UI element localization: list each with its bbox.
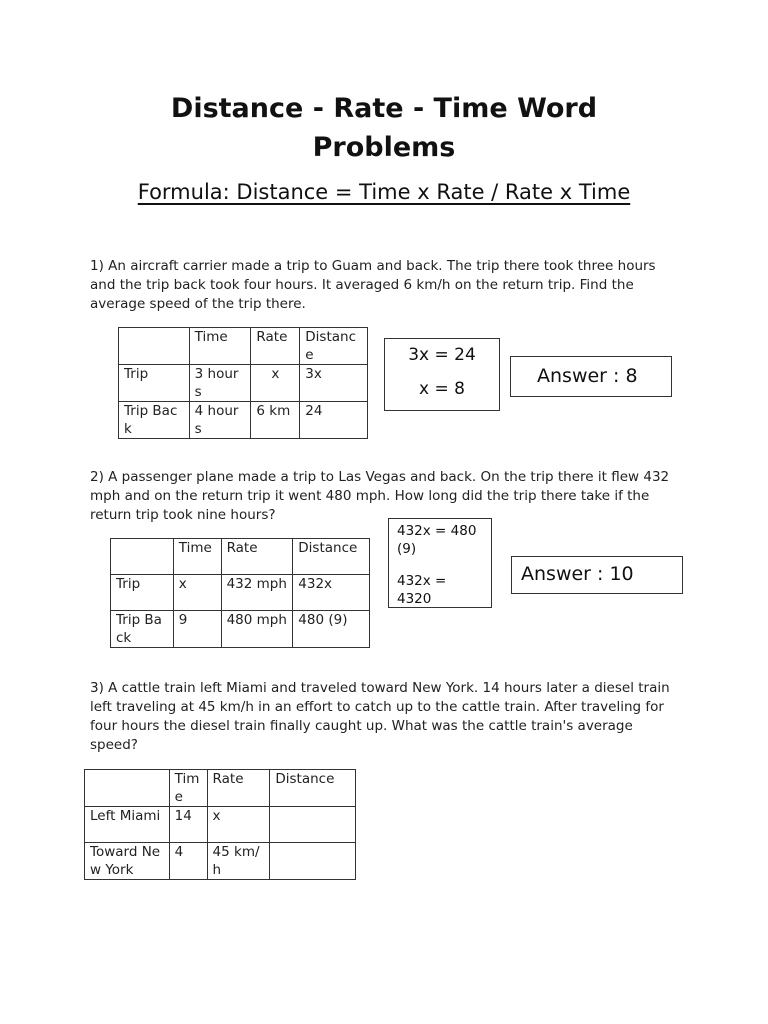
table-cell [270,807,356,843]
work-line: 3x = 24 [408,345,476,365]
table-cell: Left Miami [85,807,170,843]
problem-3-text: 3) A cattle train left Miami and traveled toward New York. 14 hours later a diesel train left traveling at 45 km/h in an effort to catch up to the cattle train. After traveling for four hours the diesel train finally caught up. What was the cattle train's average speed? [90,680,670,753]
table-cell: 3 hours [189,365,251,402]
table-cell: 14 [169,807,207,843]
header-cell: Rate [251,328,300,365]
table-row [119,365,368,402]
problem-3-table [84,769,356,880]
table-cell: x [173,575,221,611]
table-header-row [85,770,356,807]
table-cell: Trip [111,575,174,611]
table-cell: x [251,365,300,402]
table-cell: 6 km [251,402,300,439]
table-cell: 3x [300,365,368,402]
table-cell: Trip Back [111,611,174,648]
header-cell: Time [173,539,221,575]
table-row [111,611,370,648]
work-line: 432x = 4320 [397,573,447,607]
problem-1-text: 1) An aircraft carrier made a trip to Guam and back. The trip there took three hours and the trip back took four hours. It averaged 6 km/h on the return trip. Find the average speed of the trip there. [90,258,656,312]
header-cell: Distance [293,539,370,575]
page-title-line-2: Problems [312,132,456,163]
problem-1-work-box [384,338,500,411]
problem-2-work-box [388,518,492,608]
header-cell [119,328,190,365]
formula-heading: Formula: Distance = Time x Rate / Rate x Time [137,180,631,204]
header-cell: Time [169,770,207,807]
problem-2-answer-box: Answer : 10 [511,556,683,594]
table-cell [270,843,356,880]
header-cell: Rate [221,539,293,575]
table-cell: Trip Back [119,402,190,439]
work-line: 432x = 480 (9) [397,523,477,557]
table-row [119,402,368,439]
header-cell [85,770,170,807]
page-title-line-1: Distance - Rate - Time Word [170,93,598,124]
header-cell: Distance [300,328,368,365]
table-cell: 480 (9) [293,611,370,648]
header-cell [111,539,174,575]
table-cell: 9 [173,611,221,648]
problem-2-table [110,538,370,648]
problem-1-answer-box: Answer : 8 [510,356,672,397]
table-cell: 24 [300,402,368,439]
table-row [85,807,356,843]
table-header-row [111,539,370,575]
header-cell: Rate [207,770,270,807]
table-cell: x [207,807,270,843]
table-cell: 4 hours [189,402,251,439]
header-cell: Time [189,328,251,365]
table-cell: 432x [293,575,370,611]
table-cell: Trip [119,365,190,402]
header-cell: Distance [270,770,356,807]
table-cell: 432 mph [221,575,293,611]
table-cell: 45 km/h [207,843,270,880]
problem-1-table [118,327,368,439]
table-cell: 480 mph [221,611,293,648]
table-header-row [119,328,368,365]
table-row [111,575,370,611]
work-line: x = 8 [419,379,465,399]
table-cell: Toward New York [85,843,170,880]
problem-2-text: 2) A passenger plane made a trip to Las Vegas and back. On the trip there it flew 432 mph and on the return trip it went 480 mph. How long did the trip there take if the return trip took nine hours? [90,469,670,523]
table-row [85,843,356,880]
table-cell: 4 [169,843,207,880]
